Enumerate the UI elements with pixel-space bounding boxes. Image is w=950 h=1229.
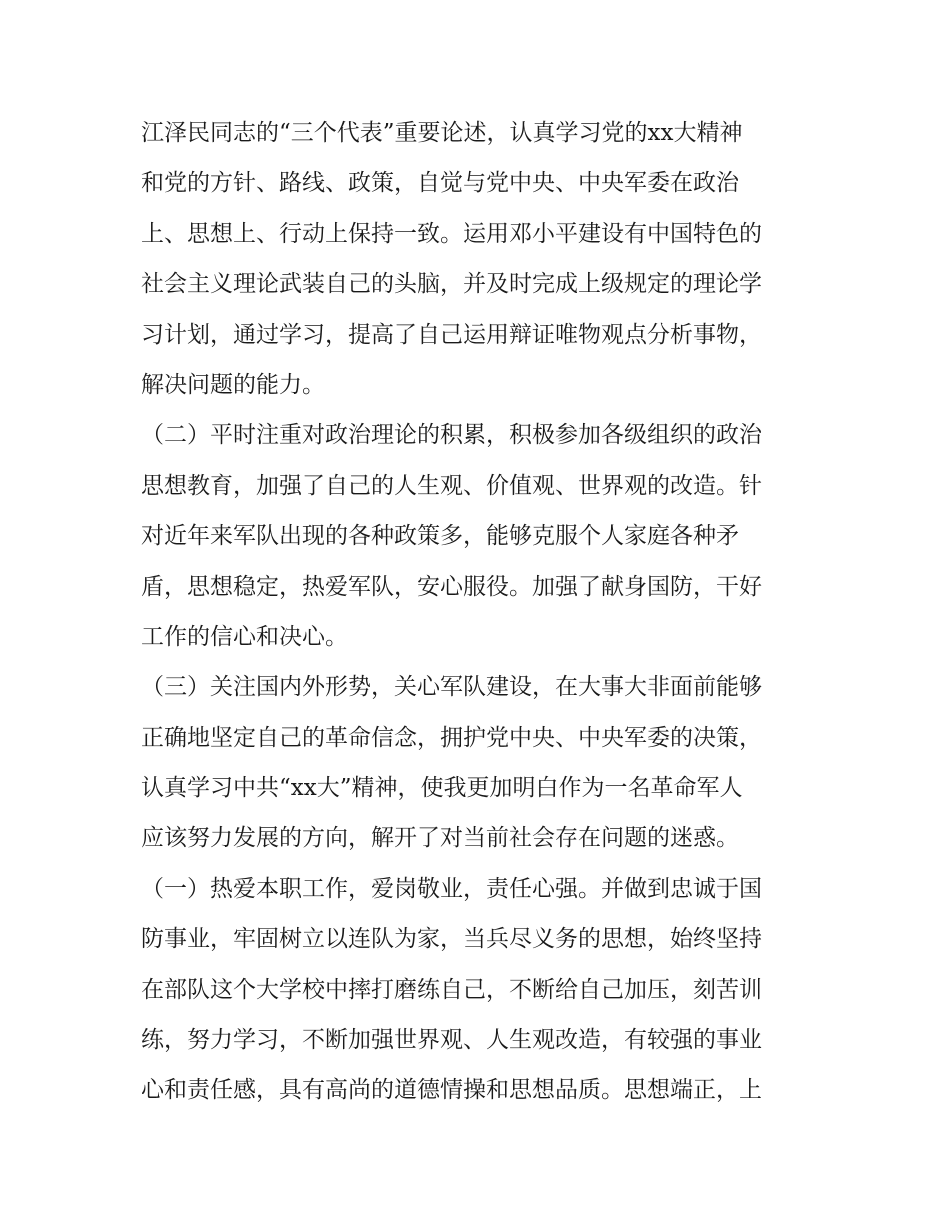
text-line-20: 心和责任感，具有高尚的道德情操和思想品质。思想端正，上 — [141, 1077, 762, 1104]
text-line-12: （三）关注国内外形势，关心军队建设，在大事大非面前能够 — [141, 674, 762, 701]
text-line-2: 和党的方针、路线、政策，自觉与党中央、中央军委在政治 — [141, 170, 739, 197]
text-line-19: 练，努力学习，不断加强世界观、人生观改造，有较强的事业 — [141, 1027, 762, 1054]
text-line-8: 思想教育，加强了自己的人生观、价值观、世界观的改造。针 — [141, 472, 762, 499]
text-line-7: （二）平时注重对政治理论的积累，积极参加各级组织的政治 — [141, 422, 762, 449]
text-line-17: 防事业，牢固树立以连队为家，当兵尽义务的思想，始终坚持 — [141, 926, 762, 953]
text-line-14: 认真学习中共“xx大”精神，使我更加明白作为一名革命军人 — [141, 775, 743, 802]
text-line-4: 社会主义理论武装自己的头脑，并及时完成上级规定的理论学 — [141, 271, 762, 298]
text-line-18: 在部队这个大学校中摔打磨练自己，不断给自己加压，刻苦训 — [141, 976, 762, 1003]
text-line-5: 习计划，通过学习，提高了自己运用辩证唯物观点分析事物， — [141, 321, 762, 348]
text-line-16: （一）热爱本职工作，爱岗敬业，责任心强。并做到忠诚于国 — [141, 875, 762, 902]
text-line-1: 江泽民同志的“三个代表”重要论述，认真学习党的xx大精神 — [141, 120, 743, 146]
text-line-6: 解决问题的能力。 — [141, 371, 325, 398]
text-line-10: 盾，思想稳定，热爱军队，安心服役。加强了献身国防，干好 — [141, 573, 762, 600]
text-line-13: 正确地坚定自己的革命信念，拥护党中央、中央军委的决策， — [141, 724, 762, 751]
text-line-15: 应该努力发展的方向，解开了对当前社会存在问题的迷惑。 — [141, 825, 739, 852]
body-text — [141, 108, 821, 1116]
text-line-11: 工作的信心和决心。 — [141, 623, 348, 650]
text-line-3: 上、思想上、行动上保持一致。运用邓小平建设有中国特色的 — [141, 220, 762, 247]
text-line-9: 对近年来军队出现的各种政策多，能够克服个人家庭各种矛 — [141, 523, 739, 550]
